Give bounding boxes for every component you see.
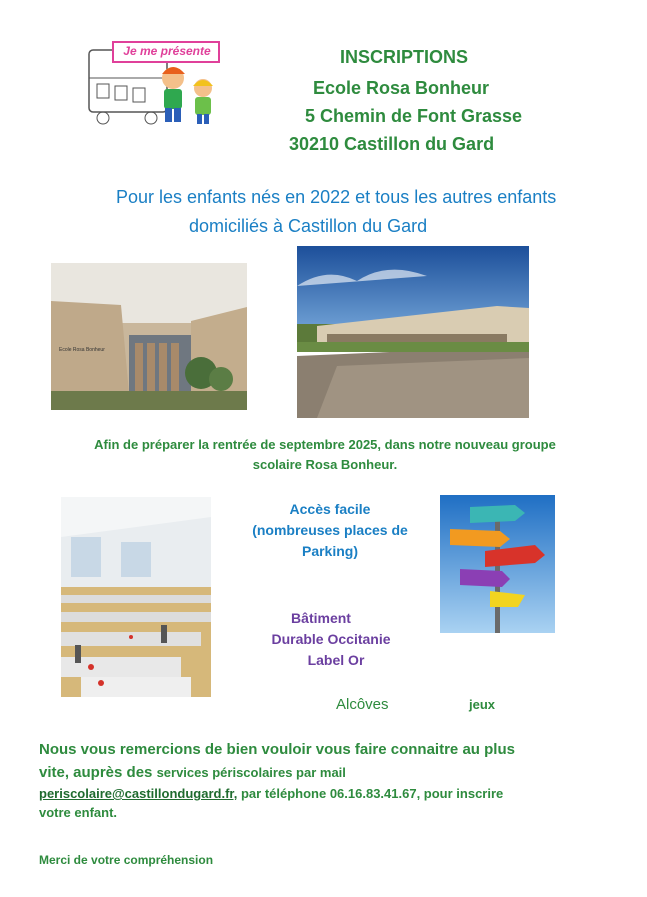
closing-line-2b: services périscolaires par mail [156, 765, 346, 780]
thanks-text: Merci de votre compréhension [39, 853, 214, 867]
intro-line-2: domiciliés à Castillon du Gard [189, 216, 428, 236]
header-title: INSCRIPTIONS [340, 47, 469, 67]
canteen-photo [61, 497, 211, 697]
building-info [246, 608, 426, 671]
signpost-photo [440, 495, 555, 633]
school-building-photo [51, 263, 247, 410]
school-city: 30210 Castillon du Gard [289, 134, 495, 154]
access-line-1: Accès facile [289, 501, 371, 517]
alcoves-label: Alcôves [336, 696, 389, 713]
building-line-2: Durable Occitanie [271, 631, 391, 647]
games-label: jeux [469, 697, 496, 712]
purpose-line-1: Afin de préparer la rentrée de septembre 2025, dans notre nouveau groupe [94, 437, 556, 452]
building-line-1: Bâtiment [291, 610, 351, 626]
school-address: 5 Chemin de Font Grasse [305, 106, 523, 126]
purpose-line-2: scolaire Rosa Bonheur. [252, 457, 398, 472]
building-line-3: Label Or [307, 652, 365, 668]
closing-line-3 [39, 786, 503, 801]
email-link[interactable]: periscolaire@castillondugard.fr, [39, 786, 238, 801]
closing-line-2a: vite, auprès des [39, 764, 153, 781]
intro-line-1: Pour les enfants nés en 2022 et tous les autres enfants [116, 187, 557, 207]
access-line-3: Parking) [301, 543, 358, 559]
closing-line-1: Nous vous remercions de bien vouloir vous faire connaitre au plus [39, 741, 515, 758]
closing-line-2 [39, 764, 346, 781]
logo-text: Je me présente [123, 44, 211, 58]
access-line-2: (nombreuses places de [252, 522, 408, 538]
logo [85, 38, 225, 130]
phone-text: par téléphone 06.16.83.41.67, pour inscrire [237, 786, 504, 801]
access-info [228, 499, 432, 562]
closing-line-4: votre enfant. [39, 805, 118, 820]
school-sign: Ecole Rosa Bonheur [59, 347, 105, 353]
school-name: Ecole Rosa Bonheur [313, 78, 490, 98]
school-exterior-photo [297, 246, 529, 418]
